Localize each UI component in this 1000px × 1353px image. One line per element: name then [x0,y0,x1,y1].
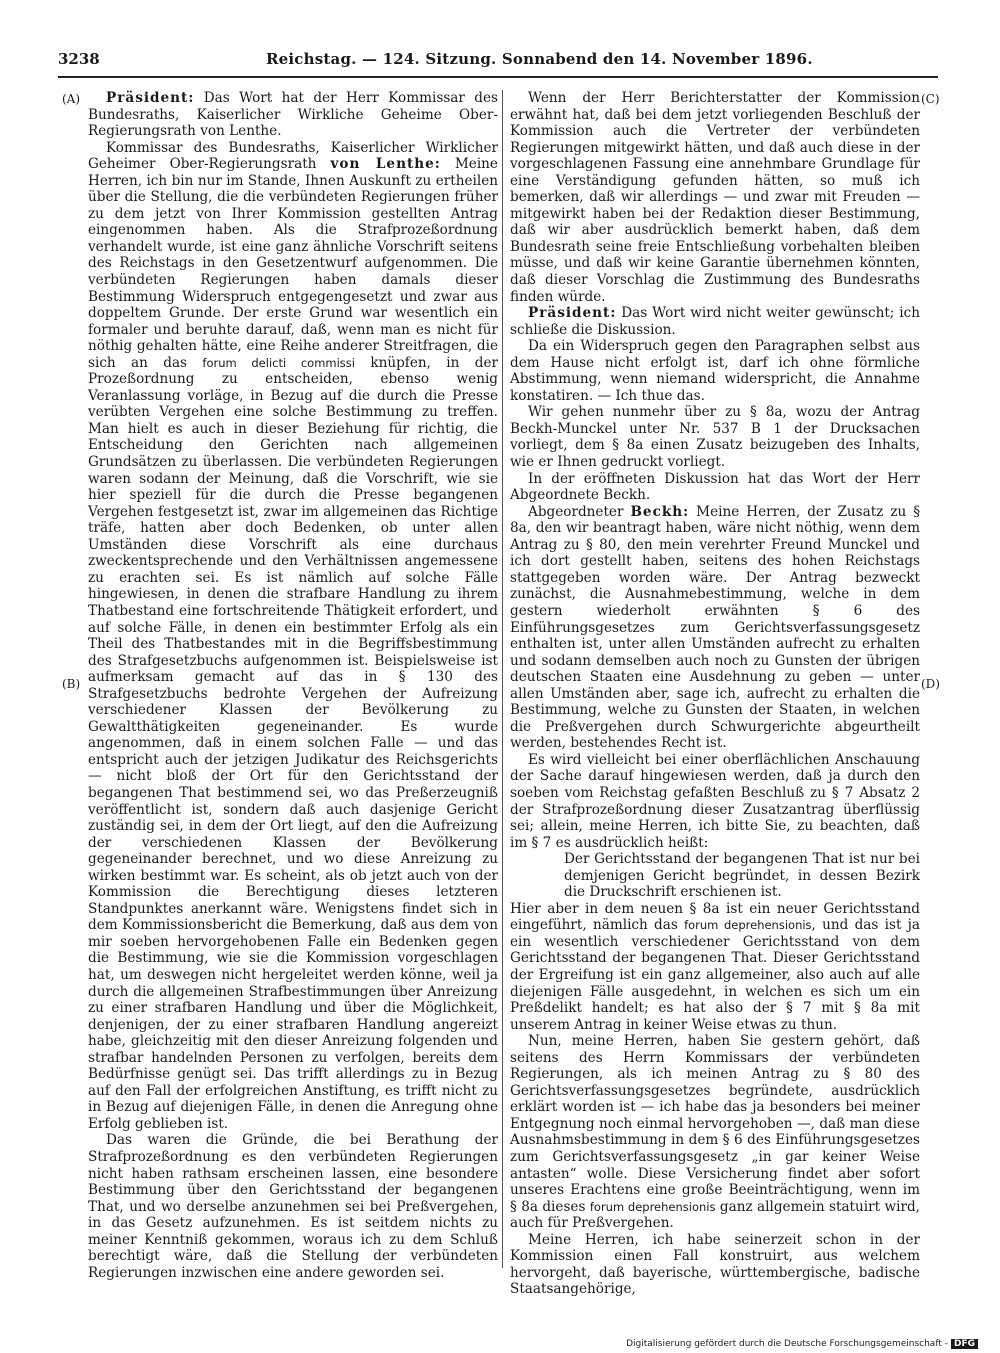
paragraph [88,90,498,140]
speaker-intro: Abgeordneter [528,503,631,520]
margin-letter-c: (C) [921,92,940,106]
paragraph-text: , und das ist ja ein wesentlich verschiedener Gerichtsstand von dem Gerichtsstand der begangenen That. Dieser Gerichtsstand der Ergreifung ist ein ganz allgemeiner, also auch auf alle diejenigen Fälle ausgedehnt, in welchen es sich um ein Preßdelikt handelt; es hat also der § 7 mit § 8a mit unserem Antrag in keiner Weise etwas zu thun. [510,917,920,1033]
speaker-intro: Kommissar des Bundesraths, Kaiserlicher Wirklicher Geheimer Ober-Regierungsrath [88,139,498,173]
latin-term: forum delicti commissi [202,355,355,370]
speaker-name: Präsident: [106,90,195,106]
paragraph: Das waren die Gründe, die bei Berathung der Strafprozeßordnung es den verbündeten Regierungen nicht haben rathsam erscheinen lassen, eine besondere Bestimmung über den Gerichtsstand der begangenen That, und wo derselbe anzunehmen sei bei Preßvergehen, in das Gesetz aufzunehmen. Es ist seitdem nichts zu meiner Kenntniß gekommen, woraus ich zu dem Schluß berechtigt wäre, daß die Stellung der verbündeten Regierungen inzwischen eine andere geworden sei. [88,1132,498,1281]
paragraph-text: Meine Herren, ich bin nur im Stande, Ihnen Auskunft zu ertheilen über die Stellung, die die verbündeten Regierungen früher zu dem jetzt von Ihrer Kommission gestellten Antrag eingenommen haben. Als die Strafprozeßordnung verhandelt wurde, ist eine ganz ähnliche Vorschrift seitens des Reichstags in den Gesetzentwurf aufgenommen. Die verbündeten Regierungen haben damals dieser Bestimmung Widerspruch entgegengesetzt und zwar aus doppeltem Grunde. Der erste Grund war wesentlich ein formaler und beruhte darauf, daß, wenn man es nicht für nöthig gehalten hätte, eine Reihe anderer Streitfragen, die sich an das [88,156,498,371]
paragraph [510,901,920,1033]
paragraph: Wir gehen nunmehr über zu § 8a, wozu der Antrag Beckh-Munckel unter Nr. 537 B 1 der Drucksachen vorliegt, dem § 8a einen Zusatz beizugeben des Inhalts, wie er Ihnen gedruckt vorliegt. [510,404,920,471]
margin-letter-d: (D) [921,677,940,691]
running-title: Reichstag. — 124. Sitzung. Sonnabend den 14. November 1896. [266,50,813,68]
footer-text: Digitalisierung gefördert durch die Deutsche Forschungsgemeinschaft - [626,1339,948,1349]
speaker-name: Beckh: [630,503,690,520]
paragraph [510,1033,920,1232]
paragraph [88,140,498,1133]
paragraph: Es wird vielleicht bei einer oberflächlichen Anschauung der Sache darauf hingewiesen werden, daß ja durch den soeben vom Reichstag gefaßten Beschluß zu § 7 Absatz 2 der Strafprozeßordnung dieser Zusatzantrag überflüssig sei; allein, meine Herren, ich bitte Sie, zu beachten, daß im § 7 es ausdrücklich heißt: [510,751,920,851]
page-header [58,46,938,78]
dfg-logo: DFG [951,1339,978,1349]
speaker-name: Präsident: [528,305,617,322]
paragraph-text: ganz allgemein statuirt wird, auch für Preßvergehen. [510,1198,920,1232]
paragraph-text: Nun, meine Herren, haben Sie gestern gehört, daß seitens des Herrn Kommissars der verbündeten Regierungen, als ich meinen Antrag zu § 80 des Gerichtsverfassungsgesetzes begründete, ausdrücklich erklärt worden ist — ich habe das ja besonders bei meiner Entgegnung noch einmal hervorgehoben —, daß man diese Ausnahmsbestimmung in dem § 6 des Einführungsgesetzes zum Gerichtsverfassungsgesetz „in gar keiner Weise antasten“ wolle. Diese Versicherung findet aber sofort unseres Erachtens eine große Beeinträchtigung, wenn im § 8a dieses [510,1033,920,1215]
right-column [510,90,921,1298]
latin-term: forum deprehensionis [589,1199,716,1214]
page-number: 3238 [58,50,100,68]
footer-credit [626,1339,978,1349]
speaker-name: von Lenthe: [330,156,441,173]
paragraph-text: Hier aber in dem neuen § 8a ist ein neuer Gerichtsstand eingeführt, nämlich das [510,900,920,934]
margin-letter-b: (B) [62,677,81,691]
paragraph-text: Das Wort hat der Herr Kommissar des Bundesraths, Kaiserlicher Wirkliche Geheime Ober-Regierungsrath von Lenthe. [88,90,498,140]
block-quote: Der Gerichtsstand der begangenen That ist nur bei demjenigen Gericht begründet, in dessen Bezirk die Druckschrift erschienen ist. [564,851,920,901]
paragraph [510,504,920,752]
paragraph: Wenn der Herr Berichterstatter der Kommission erwähnt hat, daß bei dem jetzt vorliegenden Beschluß der Kommission auch die Vertreter der verbündeten Regierungen mitgewirkt hätten, und daß auch diese in der vorgeschlagenen Fassung eine annehmbare Grundlage für eine Verständigung gefunden hätten, so muß ich bemerken, daß wir allerdings — und zwar mit Freuden — mitgewirkt haben bei der Redaktion dieser Bestimmung, daß wir aber ausdrücklich bemerkt haben, daß dem Bundesrath seine freie Entschließung vorbehalten bleiben müsse, und daß wir keine Garantie übernehmen könnten, daß dieser Vorschlag die Zustimmung des Bundesraths finden würde. [510,90,920,305]
paragraph: Da ein Widerspruch gegen den Paragraphen selbst aus dem Hause nicht erfolgt ist, darf ich ohne förmliche Abstimmung, wenn niemand widerspricht, die Annahme konstatiren. — Ich thue das. [510,338,920,404]
latin-term: forum deprehensionis [684,918,812,933]
paragraph-text: knüpfen, in der Prozeßordnung zu entscheiden, ebenso wenig Veranlassung vorläge, in Bezug auf die durch die Presse verübten Vergehen eine solche Bestimmung zu treffen. Man hielt es auch in dieser Beziehung für richtig, die Entscheidung den Gerichten nach allgemeinen Grundsätzen zu überlassen. Die verbündeten Regierungen waren sodann der Meinung, daß die Vorschrift, wie sie hier speziell für die durch die Presse begangenen Vergehen festgesetzt ist, zwar im allgemeinen das Richtige träfe, hatten aber doch Bedenken, ob unter allen Umständen diese Vorschrift als eine durchaus zweckentsprechende und den Verhältnissen angemessene zu erachten sei. Es ist nämlich auf solche Fälle hingewiesen, in denen die strafbare Handlung zu ihrem Thatbestand eine fortschreitende Thätigkeit erfordert, und auf solche Fälle, in denen ein bestimmter Erfolg als ein Theil des Thatbestandes mit in die Begriffsbestimmung des Strafgesetzbuchs aufgenommen ist. Beispielsweise ist aufmerksam gemacht auf das in § 130 des Strafgesetzbuchs bedrohte Vergehen der Aufreizung verschiedener Klassen der Bevölkerung zu Gewaltthätigkeiten gegeneinander. Es wurde angenommen, daß in einem solchen Falle — und das entspricht auch der jetzigen Judikatur des Reichsgerichts — nicht bloß der Ort für den Gerichtsstand der begangenen That bestimmend sei, wo das Preßerzeugniß veröffentlicht ist, sondern daß auch dasjenige Gericht zuständig sei, in dem der Ort liegt, auf den die Aufreizung der verschiedenen Klassen der Bevölkerung gegeneinander berechnet, und wo diese Anreizung zu wirken bestimmt war. Es scheint, als ob jetzt auch von der Kommission die Berechtigung dieses letzteren Standpunktes anerkannt wäre. Wenigstens findet sich in dem Kommissionsbericht die Bemerkung, daß aus dem von mir soeben hervorgehobenen Falle ein Bedenken gegen die Bestimmung, wie sie die Kommission vorgeschlagen hat, um deswegen nicht hergeleitet werden könne, weil ja durch die allgemeinen Strafbestimmungen über Anreizung zu einer strafbaren Handlung und über die Möglichkeit, denjenigen, der zu einer strafbaren Handlung angereizt habe, gleichzeitig mit den dieser Anreizung folgenden und strafbar handelnden Personen zu verfolgen, bereits dem Bedürfnisse genügt sei. Das trifft allerdings zu in Bezug auf den Fall der erfolgreichen Anstiftung, es trifft nicht zu in Bezug auf diejenigen Fälle, in denen die Anregung ohne Erfolg geblieben ist. [88,354,498,1132]
paragraph: Meine Herren, ich habe seinerzeit schon in der Kommission einen Fall konstruirt, aus welchem hervorgeht, daß bayerische, württembergische, badische Staatsangehörige, [510,1231,920,1298]
paragraph: In der eröffneten Diskussion hat das Wort der Herr Abgeordnete Beckh. [510,470,920,504]
paragraph-text: Meine Herren, der Zusatz zu § 8a, den wir beantragt haben, wäre nicht nöthig, wenn dem Antrag zu § 80, den mein verehrter Freund Munckel und ich dort gestellt haben, seitens des hohen Reichstags stattgegeben worden wäre. Der Antrag bezweckt zunächst, die Ausnahmebestimmung, welche in dem gestern wiederholt erwähnten § 6 des Einführungsgesetzes zum Gerichtsverfassungsgesetz enthalten ist, unter allen Umständen aufrecht zu erhalten und sodann demselben auch noch zu Gunsten der übrigen deutschen Staaten eine Ausdehnung zu geben — unter allen Umständen aber, sage ich, aufrecht zu erhalten die Bestimmung, welche zu Gunsten der Staaten, in welchen die Preßvergehen durch Schwurgerichte abgeurtheilt werden, bestehendes Recht ist. [510,503,921,752]
column-divider [502,90,503,1268]
margin-letter-a: (A) [62,92,81,106]
paragraph-text: Das Wort wird nicht weiter gewünscht; ich schließe die Diskussion. [510,305,920,338]
paragraph [510,305,920,338]
left-column [88,90,498,1290]
